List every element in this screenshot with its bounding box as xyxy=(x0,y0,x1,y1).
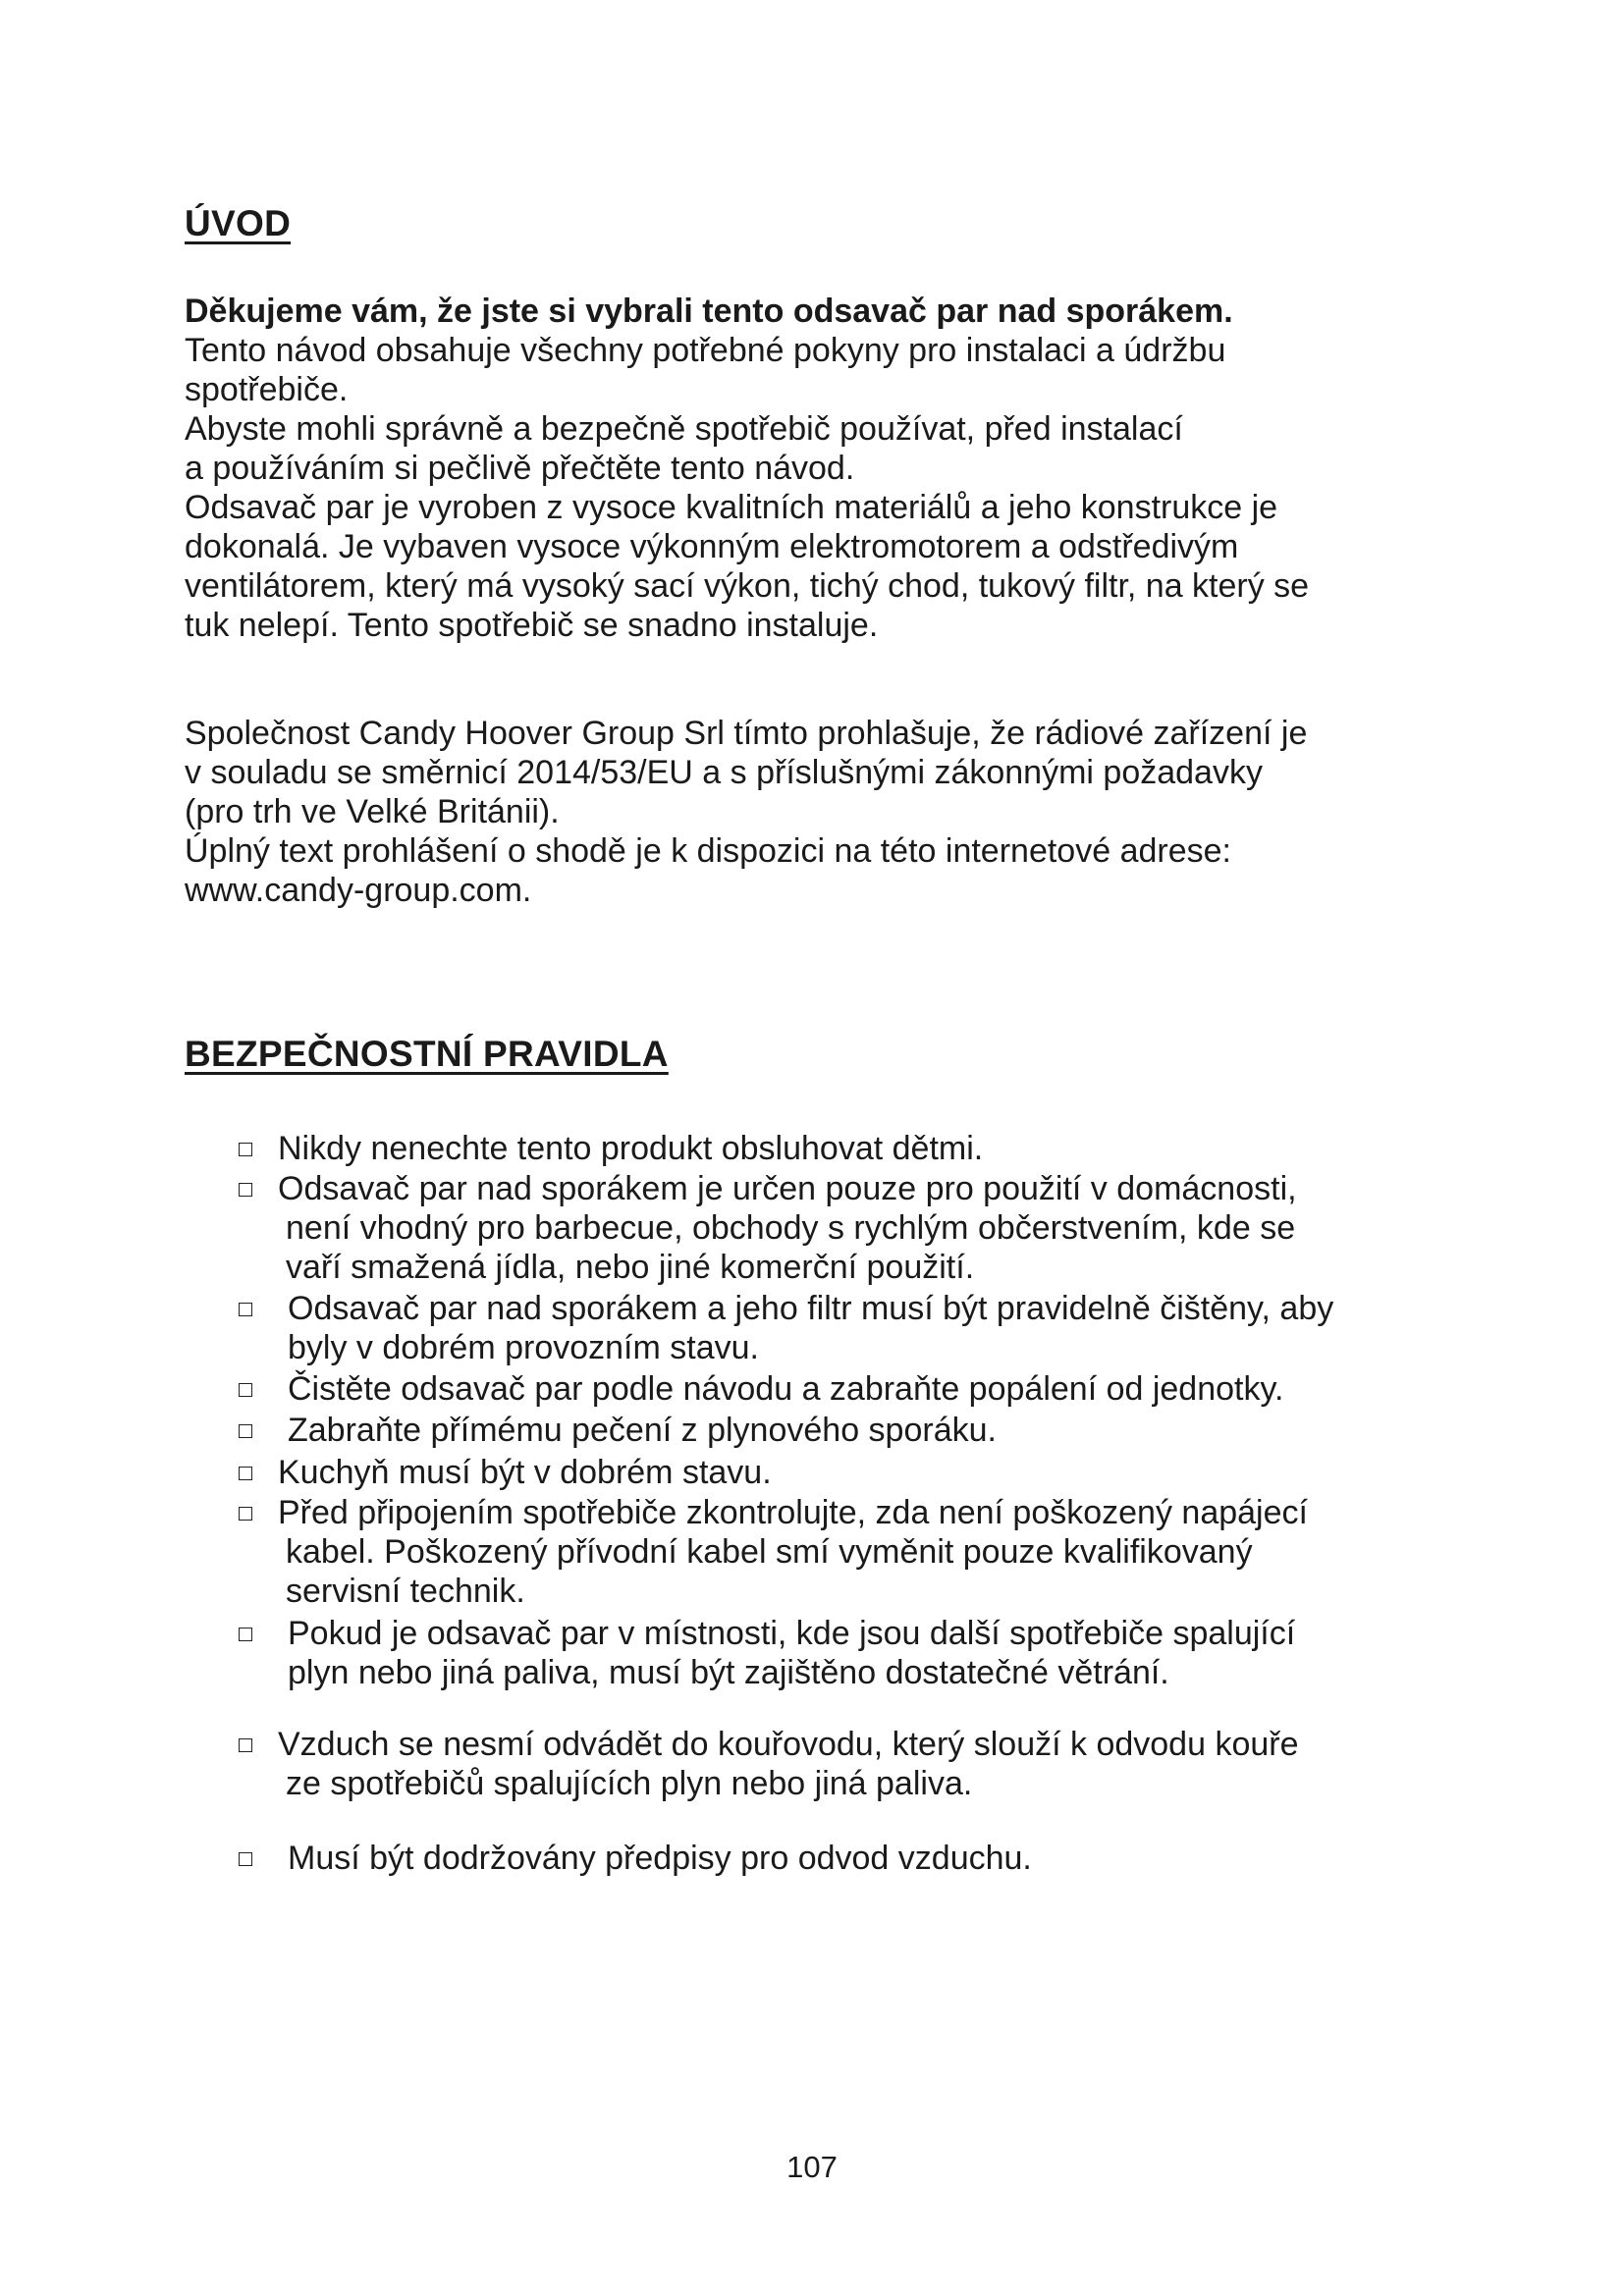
intro-line: spotřebiče. xyxy=(185,371,349,408)
intro-line: Odsavač par je vyroben z vysoce kvalitních materiálů a jeho konstrukce je xyxy=(185,489,1278,526)
rule-line: ze spotřebičů spalujících plyn nebo jiná paliva. xyxy=(286,1765,973,1802)
rule-line: Odsavač par nad sporákem je určen pouze pro použití v domácnosti, xyxy=(278,1170,1297,1207)
declaration-line: v souladu se směrnicí 2014/53/EU a s příslušnými zákonnými požadavky xyxy=(185,754,1263,791)
checkbox-bullet-icon xyxy=(239,1738,252,1752)
intro-heading: ÚVOD xyxy=(185,203,292,243)
rule-line: není vhodný pro barbecue, obchody s rychlým občerstvením, kde se xyxy=(286,1209,1296,1247)
rule-line: Čistěte odsavač par podle návodu a zabraňte popálení od jednotky. xyxy=(288,1370,1284,1408)
intro-line: ventilátorem, který má vysoký sací výkon, tichý chod, tukový filtr, na který se xyxy=(185,567,1310,605)
intro-line: Abyste mohli správně a bezpečně spotřebič používat, před instalací xyxy=(185,410,1183,448)
intro-line: tuk nelepí. Tento spotřebič se snadno instaluje. xyxy=(185,607,879,644)
rule-line: Odsavač par nad sporákem a jeho filtr musí být pravidelně čištěny, aby xyxy=(288,1290,1334,1327)
checkbox-bullet-icon xyxy=(239,1383,252,1397)
rule-line: Kuchyň musí být v dobrém stavu. xyxy=(278,1454,772,1491)
rule-line: Pokud je odsavač par v místnosti, kde jsou další spotřebiče spalující xyxy=(288,1615,1296,1652)
safety-heading: BEZPEČNOSTNÍ PRAVIDLA xyxy=(185,1034,669,1074)
rule-line: kabel. Poškozený přívodní kabel smí vyměnit pouze kvalifikovaný xyxy=(286,1533,1253,1571)
checkbox-bullet-icon xyxy=(239,1467,252,1480)
checkbox-bullet-icon xyxy=(239,1183,252,1197)
rule-line: plyn nebo jiná paliva, musí být zajištěno dostatečné větrání. xyxy=(288,1654,1169,1691)
website-link: www.candy-group.com. xyxy=(185,872,532,909)
rule-line: vaří smažená jídla, nebo jiné komerční použití. xyxy=(286,1249,975,1286)
intro-line: Tento návod obsahuje všechny potřebné pokyny pro instalaci a údržbu xyxy=(185,332,1226,369)
intro-line: a používáním si pečlivě přečtěte tento návod. xyxy=(185,450,855,487)
checkbox-bullet-icon xyxy=(239,1303,252,1316)
checkbox-bullet-icon xyxy=(239,1628,252,1641)
checkbox-bullet-icon xyxy=(239,1507,252,1521)
declaration-line: Společnost Candy Hoover Group Srl tímto prohlašuje, že rádiové zařízení je xyxy=(185,715,1308,752)
checkbox-bullet-icon xyxy=(239,1143,252,1156)
rule-line: Před připojením spotřebiče zkontrolujte, zda není poškozený napájecí xyxy=(278,1494,1308,1531)
intro-line: dokonalá. Je vybaven vysoce výkonným elektromotorem a odstředivým xyxy=(185,528,1239,565)
rule-line: Zabraňte přímému pečení z plynového sporáku. xyxy=(288,1412,997,1449)
declaration-line: (pro trh ve Velké Británii). xyxy=(185,793,560,830)
page-number: 107 xyxy=(786,2150,838,2184)
rule-line: byly v dobrém provozním stavu. xyxy=(288,1329,759,1366)
intro-paragraph xyxy=(185,292,1461,645)
intro-line: Děkujeme vám, že jste si vybrali tento odsavač par nad sporákem. xyxy=(185,293,1233,330)
declaration-line: Úplný text prohlášení o shodě je k dispozici na této internetové adrese: xyxy=(185,832,1231,870)
checkbox-bullet-icon xyxy=(239,1424,252,1438)
rule-line: Musí být dodržovány předpisy pro odvod vzduchu. xyxy=(288,1840,1032,1877)
rule-line: Nikdy nenechte tento produkt obsluhovat dětmi. xyxy=(278,1130,984,1167)
rule-line: Vzduch se nesmí odvádět do kouřovodu, který slouží k odvodu kouře xyxy=(278,1726,1299,1763)
rule-line: servisní technik. xyxy=(286,1573,525,1610)
declaration-paragraph xyxy=(185,714,1461,910)
checkbox-bullet-icon xyxy=(239,1852,252,1866)
